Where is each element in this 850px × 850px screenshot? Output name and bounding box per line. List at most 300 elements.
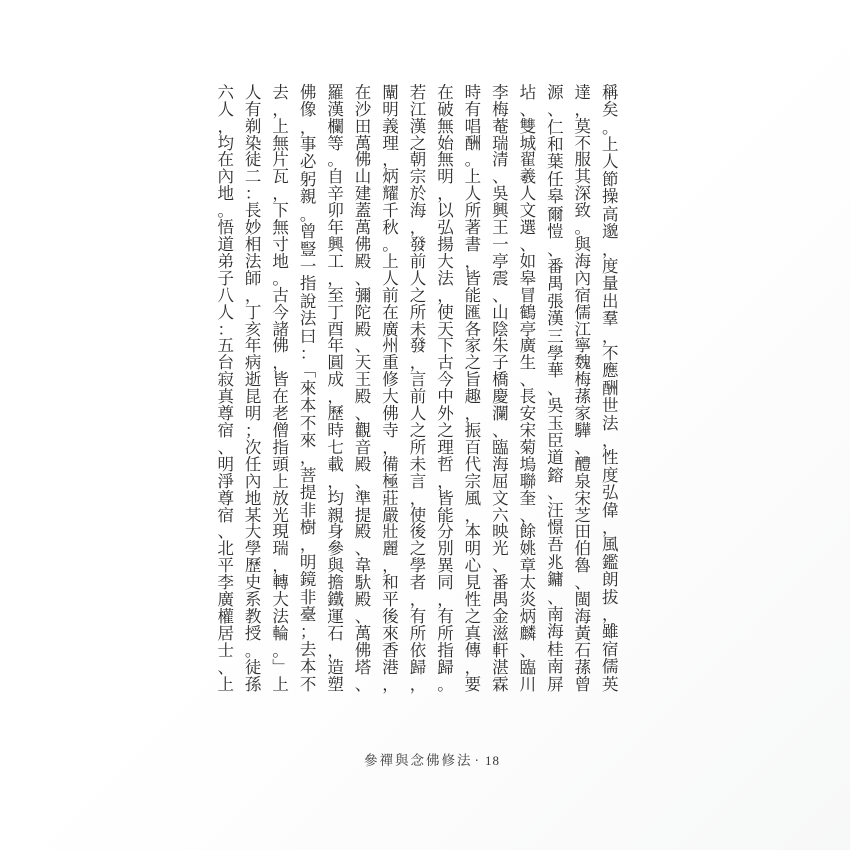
glyph: 人 [217, 99, 234, 119]
glyph: 、 [492, 285, 509, 305]
glyph: 太 [519, 573, 537, 593]
glyph: 教 [244, 606, 262, 626]
glyph: 人 [464, 184, 482, 204]
glyph: 橋 [492, 370, 509, 390]
glyph: ， [409, 488, 427, 508]
glyph: 陀 [354, 302, 372, 322]
glyph: 去 [299, 639, 317, 659]
glyph: ， [299, 535, 317, 555]
glyph: 任 [244, 454, 262, 474]
glyph: 宗 [464, 471, 482, 491]
glyph: 法 [299, 309, 317, 329]
glyph: 萬 [354, 623, 372, 643]
glyph: 廣 [519, 336, 537, 356]
glyph: 理 [437, 437, 454, 457]
glyph: 至 [327, 285, 344, 305]
glyph: 瓦 [272, 167, 289, 187]
glyph: 操 [602, 187, 619, 207]
glyph: 提 [299, 483, 317, 503]
glyph: ， [272, 556, 289, 576]
glyph: 上 [602, 135, 619, 155]
text-column [597, 82, 624, 694]
glyph: 人 [409, 404, 427, 424]
glyph: 所 [409, 623, 427, 643]
glyph: 馱 [354, 573, 372, 593]
glyph: 達 [574, 82, 592, 102]
glyph: ： [217, 319, 234, 339]
glyph: 葉 [547, 152, 564, 172]
glyph: 成 [327, 370, 344, 390]
glyph: 歷 [327, 404, 344, 424]
glyph: 韋 [354, 556, 372, 576]
glyph: 片 [272, 150, 289, 170]
glyph: 亭 [519, 319, 537, 339]
glyph: 年 [327, 336, 344, 356]
glyph: 梅 [574, 370, 592, 390]
glyph: 若 [409, 82, 427, 102]
glyph: 代 [464, 454, 482, 474]
glyph: 軒 [492, 640, 509, 660]
glyph: 奎 [519, 488, 537, 508]
glyph: 出 [602, 291, 619, 311]
glyph: 。 [382, 235, 399, 254]
glyph: 指 [272, 437, 289, 457]
glyph: 義 [382, 116, 399, 136]
glyph: 。 [327, 150, 344, 170]
glyph: ； [244, 420, 262, 440]
glyph: 某 [244, 505, 262, 525]
glyph: 子 [492, 353, 509, 373]
glyph: 南 [547, 605, 564, 625]
glyph: ， [299, 117, 317, 137]
glyph: 下 [272, 201, 289, 221]
glyph: 僧 [272, 420, 289, 440]
glyph: 彌 [354, 285, 372, 305]
glyph: 今 [437, 370, 454, 390]
text-column [267, 82, 294, 694]
glyph: 百 [464, 437, 482, 457]
glyph: 去 [272, 82, 289, 102]
glyph: 金 [492, 606, 509, 626]
glyph: ， [327, 387, 344, 407]
glyph: 宿 [217, 420, 234, 440]
glyph: 染 [244, 133, 262, 153]
glyph: 弘 [437, 218, 454, 238]
glyph: 壯 [382, 522, 399, 542]
glyph: 人 [602, 152, 619, 172]
glyph: 麟 [519, 623, 537, 643]
glyph: 沙 [354, 99, 372, 119]
glyph: 無 [272, 218, 289, 238]
glyph: 拔 [602, 587, 619, 607]
glyph: 居 [217, 623, 234, 643]
glyph: 佛 [272, 336, 289, 356]
glyph: 儒 [602, 657, 619, 677]
glyph: 破 [437, 99, 454, 119]
glyph: 。 [602, 117, 619, 137]
glyph: 三 [547, 326, 564, 346]
glyph: 之 [437, 420, 454, 440]
text-column [459, 82, 486, 694]
glyph: 古 [437, 353, 454, 373]
glyph: 均 [327, 488, 344, 508]
glyph: 安 [519, 404, 537, 424]
glyph: 振 [464, 420, 482, 440]
glyph: 黃 [574, 623, 592, 643]
glyph: 慶 [492, 387, 509, 407]
glyph: 、 [217, 437, 234, 457]
glyph: 性 [464, 590, 482, 610]
glyph: 無 [437, 150, 454, 170]
glyph: 各 [464, 319, 482, 339]
glyph: ， [464, 404, 482, 424]
glyph: 指 [437, 640, 454, 660]
text-column [432, 82, 459, 694]
glyph: ， [382, 556, 399, 576]
glyph: 羅 [327, 82, 344, 102]
glyph: 、 [354, 606, 372, 626]
glyph: 菴 [492, 116, 509, 136]
glyph: 光 [492, 539, 509, 559]
glyph: 工 [327, 251, 344, 271]
glyph: 稱 [602, 82, 619, 102]
glyph: 滋 [492, 623, 509, 643]
glyph: 萬 [354, 133, 372, 153]
glyph: 海 [409, 201, 427, 221]
glyph: 親 [299, 187, 317, 207]
page-footer [212, 749, 624, 769]
glyph: 輪 [272, 623, 289, 643]
glyph: 本 [464, 522, 482, 542]
glyph: 炎 [519, 590, 537, 610]
glyph: 前 [382, 285, 399, 305]
glyph: 石 [574, 640, 592, 660]
glyph: 載 [327, 454, 344, 474]
glyph: 匯 [464, 302, 482, 322]
glyph: 未 [409, 454, 427, 474]
glyph: 如 [519, 251, 537, 271]
glyph: 昆 [244, 387, 262, 407]
glyph: 辛 [327, 184, 344, 204]
glyph: 。 [244, 640, 262, 660]
glyph: 海 [492, 454, 509, 474]
glyph: 憬 [547, 518, 564, 537]
glyph: 邈 [602, 222, 619, 242]
glyph: 炳 [382, 167, 399, 187]
glyph: ， [409, 674, 427, 694]
glyph: 法 [437, 268, 454, 288]
glyph: ， [437, 285, 454, 305]
glyph: 文 [519, 201, 537, 221]
glyph: 運 [327, 606, 344, 626]
glyph: 準 [354, 488, 372, 508]
glyph: 欄 [327, 116, 344, 136]
glyph: 不 [299, 413, 317, 433]
glyph: 外 [437, 404, 454, 424]
glyph: 天 [354, 353, 372, 373]
glyph: 鑑 [602, 552, 619, 572]
glyph: 士 [217, 640, 234, 660]
glyph: 臨 [492, 437, 509, 457]
running-title: 參禪與念佛修法 [364, 753, 473, 768]
glyph: 樹 [299, 518, 317, 537]
glyph: 一 [492, 235, 509, 254]
glyph: 非 [299, 500, 317, 520]
glyph: 、 [519, 99, 537, 119]
glyph: 在 [437, 82, 454, 102]
glyph: 在 [217, 150, 234, 170]
glyph: 塑 [327, 674, 344, 694]
glyph: 香 [382, 640, 399, 660]
text-column [377, 82, 404, 694]
glyph: 寺 [382, 420, 399, 440]
glyph: 所 [464, 201, 482, 221]
glyph: 歷 [244, 556, 262, 576]
glyph: 汪 [547, 500, 564, 520]
glyph: 尊 [217, 404, 234, 424]
glyph: 時 [327, 420, 344, 440]
glyph: 深 [574, 184, 592, 204]
glyph: 蓋 [354, 201, 372, 221]
glyph: 音 [354, 437, 372, 457]
glyph: 、 [354, 268, 372, 288]
glyph: 、 [547, 239, 564, 259]
glyph: ， [409, 353, 427, 373]
glyph: 山 [354, 167, 372, 187]
glyph: 親 [327, 505, 344, 525]
glyph: 禺 [492, 590, 509, 610]
glyph: 頭 [272, 454, 289, 474]
glyph: 闡 [382, 82, 399, 102]
glyph: 殿 [354, 454, 372, 474]
glyph: ， [272, 99, 289, 119]
glyph: 自 [327, 167, 344, 187]
glyph: 人 [409, 268, 427, 288]
glyph: 臨 [519, 657, 537, 677]
glyph: 殿 [354, 590, 372, 610]
glyph: ， [382, 674, 399, 694]
glyph: 依 [409, 640, 427, 660]
glyph: 無 [272, 133, 289, 153]
glyph: 之 [409, 539, 427, 559]
glyph: 真 [217, 387, 234, 407]
glyph: 、 [217, 522, 234, 542]
glyph: 權 [217, 606, 234, 626]
glyph: 應 [602, 361, 619, 381]
glyph: 冒 [519, 285, 537, 305]
glyph: 魏 [574, 353, 592, 373]
glyph: 長 [519, 387, 537, 407]
text-column [349, 82, 376, 694]
glyph: 王 [354, 370, 372, 390]
glyph: 佛 [354, 150, 372, 170]
glyph: 、 [547, 587, 564, 607]
glyph: 孫 [244, 674, 262, 694]
glyph: 始 [437, 133, 454, 153]
glyph: 致 [574, 201, 592, 221]
glyph: 伯 [574, 539, 592, 559]
glyph: 中 [437, 387, 454, 407]
glyph: 田 [574, 522, 592, 542]
glyph: 極 [382, 471, 399, 491]
glyph: 病 [244, 353, 262, 373]
glyph: 朗 [602, 570, 619, 590]
glyph: 見 [464, 573, 482, 593]
glyph: 宗 [409, 167, 427, 187]
glyph: 言 [409, 370, 427, 390]
glyph: ， [602, 605, 619, 625]
glyph: 豎 [299, 239, 317, 259]
glyph: 之 [409, 133, 427, 153]
glyph: 寧 [574, 336, 592, 356]
glyph: 弘 [602, 483, 619, 503]
glyph: 法 [244, 251, 262, 271]
glyph: 蓀 [574, 657, 592, 677]
glyph: 剃 [244, 116, 262, 136]
glyph: 。 [272, 268, 289, 288]
glyph: 、 [354, 471, 372, 491]
glyph: 理 [382, 133, 399, 153]
glyph: 姚 [519, 539, 537, 559]
glyph: 徒 [244, 150, 262, 170]
glyph: 翟 [519, 150, 537, 170]
text-column [514, 82, 541, 694]
glyph: ， [602, 430, 619, 450]
glyph: 明 [299, 552, 317, 572]
glyph: 愷 [547, 222, 564, 242]
glyph: 法 [272, 606, 289, 626]
glyph: 學 [547, 343, 564, 363]
glyph: 明 [217, 454, 234, 474]
glyph: 陰 [492, 319, 509, 339]
glyph: 海 [574, 251, 592, 271]
glyph: 殿 [354, 251, 372, 271]
glyph: 殿 [354, 387, 372, 407]
glyph: 授 [244, 623, 262, 643]
glyph: 宿 [574, 285, 592, 305]
glyph: 度 [602, 256, 619, 276]
glyph: 丁 [244, 302, 262, 322]
glyph: 酬 [602, 378, 619, 398]
glyph: ， [409, 590, 427, 610]
glyph: 、 [519, 640, 537, 660]
glyph: 坫 [519, 82, 537, 102]
glyph: 後 [409, 522, 427, 542]
glyph: 旨 [464, 370, 482, 390]
glyph: 言 [409, 471, 427, 491]
glyph: 漢 [327, 99, 344, 119]
glyph: 皋 [547, 187, 564, 207]
glyph: 大 [272, 590, 289, 610]
text-column [212, 82, 239, 694]
glyph: 、 [519, 505, 537, 525]
glyph: 鶴 [519, 302, 537, 322]
glyph: 瀾 [492, 404, 509, 424]
glyph: 尊 [217, 488, 234, 508]
glyph: 年 [327, 218, 344, 238]
glyph: 莊 [382, 488, 399, 508]
glyph: 曾 [299, 222, 317, 242]
glyph: 、 [519, 235, 537, 254]
text-column [404, 82, 431, 694]
glyph: 宋 [574, 488, 592, 508]
glyph: 著 [464, 218, 482, 238]
glyph: 瑞 [492, 133, 509, 153]
glyph: 仁 [547, 117, 564, 137]
glyph: 人 [244, 82, 262, 102]
glyph: 臺 [299, 605, 317, 625]
glyph: 真 [464, 623, 482, 643]
glyph: 番 [547, 256, 564, 276]
glyph: 天 [437, 319, 454, 339]
glyph: 觀 [354, 420, 372, 440]
glyph: 李 [492, 82, 509, 102]
text-column [294, 82, 321, 694]
glyph: 能 [437, 505, 454, 525]
glyph: 擔 [327, 573, 344, 593]
glyph: 海 [574, 606, 592, 626]
glyph: 宿 [602, 639, 619, 659]
glyph: 度 [602, 465, 619, 485]
glyph: 別 [437, 539, 454, 559]
glyph: ， [602, 518, 619, 537]
glyph: 鐵 [327, 590, 344, 610]
glyph: 有 [464, 99, 482, 119]
glyph: 羲 [519, 167, 537, 187]
glyph: 放 [272, 488, 289, 508]
glyph: 耀 [382, 184, 399, 204]
glyph: 魯 [574, 556, 592, 576]
glyph: 人 [519, 184, 537, 204]
glyph: ， [327, 640, 344, 660]
glyph: 以 [437, 201, 454, 221]
glyph: ， [437, 184, 454, 204]
glyph: 、 [354, 336, 372, 356]
glyph: 有 [409, 606, 427, 626]
glyph: 與 [574, 235, 592, 254]
glyph: 朝 [409, 150, 427, 170]
glyph: 選 [519, 218, 537, 238]
glyph: 。 [464, 150, 482, 170]
glyph: ， [437, 590, 454, 610]
glyph: 來 [299, 430, 317, 450]
glyph: ， [437, 471, 454, 491]
glyph: 卯 [327, 201, 344, 221]
glyph: ： [299, 343, 317, 363]
glyph: 前 [409, 251, 427, 271]
glyph: 淨 [217, 471, 234, 491]
glyph: 。 [217, 201, 234, 221]
glyph: 法 [602, 413, 619, 433]
glyph: 無 [437, 116, 454, 136]
glyph: 明 [437, 167, 454, 187]
glyph: 來 [299, 378, 317, 398]
glyph: 城 [519, 133, 537, 153]
glyph: 本 [299, 396, 317, 416]
glyph: ﹁ [299, 361, 317, 381]
glyph: 台 [217, 353, 234, 373]
glyph: 王 [492, 218, 509, 238]
glyph: 長 [244, 201, 262, 221]
glyph: 相 [244, 235, 262, 254]
glyph: 和 [547, 135, 564, 155]
glyph: 佛 [354, 640, 372, 660]
glyph: 臣 [547, 430, 564, 450]
glyph: 在 [354, 82, 372, 102]
glyph: 使 [437, 302, 454, 322]
glyph: 和 [382, 573, 399, 593]
glyph: 爾 [547, 204, 564, 224]
